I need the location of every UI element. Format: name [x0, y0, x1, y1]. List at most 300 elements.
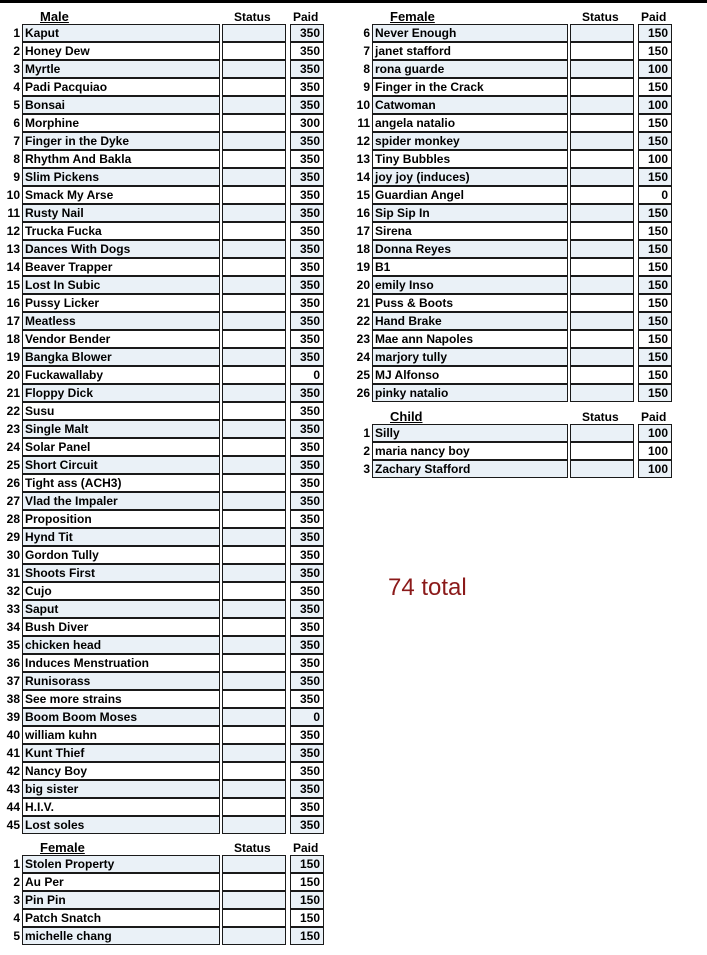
status-cell[interactable] [222, 492, 286, 510]
status-cell[interactable] [222, 564, 286, 582]
paid-cell[interactable]: 350 [290, 618, 324, 636]
status-cell[interactable] [222, 348, 286, 366]
row-number: 2 [13, 44, 20, 58]
status-column-header: Status [234, 10, 271, 24]
row-number: 27 [6, 494, 20, 508]
paid-cell[interactable]: 350 [290, 744, 324, 762]
status-cell[interactable] [222, 42, 286, 60]
paid-cell[interactable]: 350 [290, 384, 324, 402]
status-cell[interactable] [222, 402, 286, 420]
name-cell[interactable]: Induces Menstruation [22, 654, 220, 672]
paid-cell[interactable]: 350 [290, 330, 324, 348]
name-cell[interactable]: Beaver Trapper [22, 258, 220, 276]
row-number: 42 [6, 764, 20, 778]
paid-cell[interactable]: 150 [638, 240, 672, 258]
status-cell[interactable] [222, 654, 286, 672]
status-cell[interactable] [570, 186, 634, 204]
paid-cell[interactable]: 350 [290, 42, 324, 60]
status-cell[interactable] [222, 474, 286, 492]
status-cell[interactable] [570, 132, 634, 150]
name-cell[interactable]: Lost soles [22, 816, 220, 834]
name-cell[interactable]: Patch Snatch [22, 909, 220, 927]
row-number: 8 [13, 152, 20, 166]
paid-cell[interactable]: 350 [290, 798, 324, 816]
name-cell[interactable]: Shoots First [22, 564, 220, 582]
status-cell[interactable] [570, 78, 634, 96]
paid-cell[interactable]: 150 [638, 366, 672, 384]
status-cell[interactable] [222, 510, 286, 528]
paid-cell[interactable]: 350 [290, 672, 324, 690]
paid-cell[interactable]: 350 [290, 186, 324, 204]
row-number: 12 [6, 224, 20, 238]
paid-cell[interactable]: 150 [638, 384, 672, 402]
status-cell[interactable] [570, 276, 634, 294]
name-cell[interactable]: Saput [22, 600, 220, 618]
section-title: Female [390, 9, 435, 24]
name-cell[interactable]: joy joy (induces) [372, 168, 568, 186]
paid-cell[interactable]: 350 [290, 168, 324, 186]
name-cell[interactable]: Tiny Bubbles [372, 150, 568, 168]
status-cell[interactable] [222, 276, 286, 294]
name-cell[interactable]: Zachary Stafford [372, 460, 568, 478]
paid-cell[interactable]: 350 [290, 456, 324, 474]
name-cell[interactable]: B1 [372, 258, 568, 276]
paid-cell[interactable]: 350 [290, 420, 324, 438]
status-column-header: Status [582, 10, 619, 24]
row-number: 6 [363, 26, 370, 40]
status-cell[interactable] [570, 442, 634, 460]
name-cell[interactable]: maria nancy boy [372, 442, 568, 460]
paid-cell[interactable]: 350 [290, 402, 324, 420]
row-number: 3 [13, 893, 20, 907]
name-cell[interactable]: Kaput [22, 24, 220, 42]
paid-column-header: Paid [641, 10, 667, 24]
row-number: 4 [13, 911, 20, 925]
row-number: 5 [13, 929, 20, 943]
row-number: 22 [356, 314, 370, 328]
status-cell[interactable] [570, 258, 634, 276]
status-cell[interactable] [222, 330, 286, 348]
status-cell[interactable] [570, 114, 634, 132]
row-number: 38 [6, 692, 20, 706]
paid-cell[interactable]: 100 [638, 150, 672, 168]
total-label: 74 total [388, 574, 467, 601]
name-cell[interactable]: Floppy Dick [22, 384, 220, 402]
paid-cell[interactable]: 350 [290, 96, 324, 114]
name-cell[interactable]: Honey Dew [22, 42, 220, 60]
name-cell[interactable]: Fuckawallaby [22, 366, 220, 384]
paid-cell[interactable]: 150 [290, 855, 324, 873]
paid-cell[interactable]: 350 [290, 240, 324, 258]
row-number: 21 [356, 296, 370, 310]
name-cell[interactable]: Rhythm And Bakla [22, 150, 220, 168]
row-number: 32 [6, 584, 20, 598]
name-cell[interactable]: Dances With Dogs [22, 240, 220, 258]
paid-cell[interactable]: 350 [290, 510, 324, 528]
row-number: 23 [6, 422, 20, 436]
paid-cell[interactable]: 150 [638, 348, 672, 366]
status-cell[interactable] [222, 855, 286, 873]
status-cell[interactable] [222, 744, 286, 762]
name-cell[interactable]: marjory tully [372, 348, 568, 366]
status-cell[interactable] [222, 927, 286, 945]
row-number: 18 [6, 332, 20, 346]
section-title: Male [40, 9, 69, 24]
row-number: 24 [6, 440, 20, 454]
status-cell[interactable] [222, 600, 286, 618]
status-cell[interactable] [222, 168, 286, 186]
name-cell[interactable]: Slim Pickens [22, 168, 220, 186]
name-cell[interactable]: william kuhn [22, 726, 220, 744]
row-number: 15 [356, 188, 370, 202]
status-cell[interactable] [570, 460, 634, 478]
row-number: 4 [13, 80, 20, 94]
status-cell[interactable] [570, 168, 634, 186]
paid-cell[interactable]: 150 [638, 294, 672, 312]
status-column-header: Status [582, 410, 619, 424]
paid-cell[interactable]: 350 [290, 204, 324, 222]
status-cell[interactable] [222, 546, 286, 564]
row-number: 1 [13, 26, 20, 40]
status-cell[interactable] [222, 672, 286, 690]
name-cell[interactable]: Padi Pacquiao [22, 78, 220, 96]
status-cell[interactable] [222, 438, 286, 456]
status-cell[interactable] [570, 366, 634, 384]
paid-cell[interactable]: 350 [290, 582, 324, 600]
row-number: 40 [6, 728, 20, 742]
name-cell[interactable]: Hand Brake [372, 312, 568, 330]
status-cell[interactable] [222, 78, 286, 96]
row-number: 7 [363, 44, 370, 58]
status-cell[interactable] [222, 636, 286, 654]
name-cell[interactable]: emily Inso [372, 276, 568, 294]
paid-cell[interactable]: 350 [290, 222, 324, 240]
row-number: 22 [6, 404, 20, 418]
paid-cell[interactable]: 150 [638, 78, 672, 96]
status-cell[interactable] [570, 204, 634, 222]
name-cell[interactable]: MJ Alfonso [372, 366, 568, 384]
row-number: 24 [356, 350, 370, 364]
row-number: 11 [7, 206, 20, 220]
paid-cell[interactable]: 150 [638, 132, 672, 150]
paid-cell[interactable]: 350 [290, 726, 324, 744]
name-cell[interactable]: Pin Pin [22, 891, 220, 909]
status-cell[interactable] [570, 384, 634, 402]
paid-column-header: Paid [641, 410, 667, 424]
paid-cell[interactable]: 350 [290, 294, 324, 312]
status-cell[interactable] [570, 240, 634, 258]
name-cell[interactable]: Guardian Angel [372, 186, 568, 204]
status-cell[interactable] [570, 42, 634, 60]
status-cell[interactable] [570, 312, 634, 330]
status-cell[interactable] [222, 24, 286, 42]
name-cell[interactable]: Proposition [22, 510, 220, 528]
paid-cell[interactable]: 350 [290, 438, 324, 456]
row-number: 3 [13, 62, 20, 76]
row-number: 11 [357, 116, 370, 130]
name-cell[interactable]: Never Enough [372, 24, 568, 42]
status-cell[interactable] [222, 762, 286, 780]
row-number: 44 [6, 800, 20, 814]
status-cell[interactable] [222, 618, 286, 636]
row-number: 1 [13, 857, 20, 871]
status-cell[interactable] [222, 96, 286, 114]
name-cell[interactable]: Susu [22, 402, 220, 420]
status-cell[interactable] [222, 780, 286, 798]
status-cell[interactable] [570, 294, 634, 312]
paid-cell[interactable]: 350 [290, 564, 324, 582]
name-cell[interactable]: spider monkey [372, 132, 568, 150]
paid-cell[interactable]: 0 [290, 708, 324, 726]
row-number: 9 [363, 80, 370, 94]
row-number: 10 [6, 188, 20, 202]
status-cell[interactable] [570, 330, 634, 348]
paid-cell[interactable]: 350 [290, 780, 324, 798]
paid-cell[interactable]: 150 [638, 114, 672, 132]
paid-cell[interactable]: 150 [290, 909, 324, 927]
row-number: 5 [13, 98, 20, 112]
paid-cell[interactable]: 150 [638, 168, 672, 186]
name-cell[interactable]: pinky natalio [372, 384, 568, 402]
name-cell[interactable]: Runisorass [22, 672, 220, 690]
name-cell[interactable]: Stolen Property [22, 855, 220, 873]
row-number: 20 [6, 368, 20, 382]
status-cell[interactable] [222, 909, 286, 927]
row-number: 6 [13, 116, 20, 130]
paid-cell[interactable]: 150 [638, 204, 672, 222]
status-column-header: Status [234, 841, 271, 855]
paid-cell[interactable]: 100 [638, 96, 672, 114]
paid-cell[interactable]: 350 [290, 690, 324, 708]
name-cell[interactable]: Finger in the Crack [372, 78, 568, 96]
status-cell[interactable] [222, 798, 286, 816]
row-number: 13 [6, 242, 20, 256]
row-number: 8 [363, 62, 370, 76]
status-cell[interactable] [222, 384, 286, 402]
row-number: 31 [6, 566, 20, 580]
paid-cell[interactable]: 150 [638, 24, 672, 42]
name-cell[interactable]: Hynd Tit [22, 528, 220, 546]
paid-column-header: Paid [293, 841, 319, 855]
paid-cell[interactable]: 350 [290, 312, 324, 330]
name-cell[interactable]: big sister [22, 780, 220, 798]
status-cell[interactable] [570, 96, 634, 114]
status-cell[interactable] [222, 222, 286, 240]
paid-cell[interactable]: 350 [290, 150, 324, 168]
row-number: 36 [6, 656, 20, 670]
status-cell[interactable] [222, 258, 286, 276]
row-number: 2 [363, 444, 370, 458]
status-cell[interactable] [222, 420, 286, 438]
paid-cell[interactable]: 0 [638, 186, 672, 204]
row-number: 3 [363, 462, 370, 476]
paid-cell[interactable]: 0 [290, 366, 324, 384]
paid-cell[interactable]: 350 [290, 78, 324, 96]
status-cell[interactable] [570, 24, 634, 42]
status-cell[interactable] [222, 60, 286, 78]
name-cell[interactable]: michelle chang [22, 927, 220, 945]
status-cell[interactable] [570, 222, 634, 240]
row-number: 17 [6, 314, 20, 328]
paid-cell[interactable]: 100 [638, 442, 672, 460]
row-number: 39 [6, 710, 20, 724]
status-cell[interactable] [222, 873, 286, 891]
name-cell[interactable]: Lost In Subic [22, 276, 220, 294]
row-number: 7 [13, 134, 20, 148]
paid-cell[interactable]: 150 [638, 222, 672, 240]
row-number: 45 [6, 818, 20, 832]
row-number: 16 [6, 296, 20, 310]
status-cell[interactable] [222, 690, 286, 708]
paid-cell[interactable]: 350 [290, 546, 324, 564]
name-cell[interactable]: Vendor Bender [22, 330, 220, 348]
name-cell[interactable]: Silly [372, 424, 568, 442]
paid-cell[interactable]: 350 [290, 258, 324, 276]
status-cell[interactable] [222, 366, 286, 384]
status-cell[interactable] [222, 891, 286, 909]
row-number: 19 [6, 350, 20, 364]
name-cell[interactable]: Bush Diver [22, 618, 220, 636]
row-number: 26 [6, 476, 20, 490]
row-number: 16 [356, 206, 370, 220]
status-cell[interactable] [570, 150, 634, 168]
status-cell[interactable] [570, 424, 634, 442]
name-cell[interactable]: Cujo [22, 582, 220, 600]
paid-cell[interactable]: 100 [638, 460, 672, 478]
name-cell[interactable]: Bonsai [22, 96, 220, 114]
name-cell[interactable]: Morphine [22, 114, 220, 132]
status-cell[interactable] [222, 312, 286, 330]
paid-cell[interactable]: 150 [290, 927, 324, 945]
paid-cell[interactable]: 350 [290, 528, 324, 546]
top-border [0, 0, 707, 3]
status-cell[interactable] [222, 204, 286, 222]
paid-cell[interactable]: 150 [638, 42, 672, 60]
row-number: 30 [6, 548, 20, 562]
paid-cell[interactable]: 150 [638, 276, 672, 294]
status-cell[interactable] [222, 132, 286, 150]
name-cell[interactable]: See more strains [22, 690, 220, 708]
name-cell[interactable]: Catwoman [372, 96, 568, 114]
paid-cell[interactable]: 350 [290, 132, 324, 150]
row-number: 37 [6, 674, 20, 688]
name-cell[interactable]: rona guarde [372, 60, 568, 78]
paid-cell[interactable]: 350 [290, 276, 324, 294]
name-cell[interactable]: Sip Sip In [372, 204, 568, 222]
name-cell[interactable]: Myrtle [22, 60, 220, 78]
status-cell[interactable] [222, 186, 286, 204]
name-cell[interactable]: Trucka Fucka [22, 222, 220, 240]
status-cell[interactable] [222, 816, 286, 834]
row-number: 28 [6, 512, 20, 526]
paid-cell[interactable]: 350 [290, 816, 324, 834]
name-cell[interactable]: Boom Boom Moses [22, 708, 220, 726]
status-cell[interactable] [222, 726, 286, 744]
name-cell[interactable]: Vlad the Impaler [22, 492, 220, 510]
row-number: 21 [6, 386, 20, 400]
name-cell[interactable]: Finger in the Dyke [22, 132, 220, 150]
paid-cell[interactable]: 350 [290, 60, 324, 78]
name-cell[interactable]: angela natalio [372, 114, 568, 132]
row-number: 19 [356, 260, 370, 274]
row-number: 23 [356, 332, 370, 346]
name-cell[interactable]: Pussy Licker [22, 294, 220, 312]
status-cell[interactable] [222, 582, 286, 600]
row-number: 12 [356, 134, 370, 148]
name-cell[interactable]: Gordon Tully [22, 546, 220, 564]
paid-cell[interactable]: 350 [290, 24, 324, 42]
name-cell[interactable]: Donna Reyes [372, 240, 568, 258]
paid-cell[interactable]: 350 [290, 492, 324, 510]
name-cell[interactable]: Single Malt [22, 420, 220, 438]
name-cell[interactable]: Smack My Arse [22, 186, 220, 204]
row-number: 41 [6, 746, 20, 760]
row-number: 34 [6, 620, 20, 634]
status-cell[interactable] [570, 60, 634, 78]
paid-cell[interactable]: 150 [638, 330, 672, 348]
paid-cell[interactable]: 350 [290, 600, 324, 618]
name-cell[interactable]: Sirena [372, 222, 568, 240]
row-number: 29 [6, 530, 20, 544]
name-cell[interactable]: Au Per [22, 873, 220, 891]
name-cell[interactable]: Meatless [22, 312, 220, 330]
status-cell[interactable] [222, 294, 286, 312]
paid-cell[interactable]: 100 [638, 424, 672, 442]
name-cell[interactable]: H.I.V. [22, 798, 220, 816]
paid-cell[interactable]: 350 [290, 636, 324, 654]
status-cell[interactable] [222, 114, 286, 132]
row-number: 20 [356, 278, 370, 292]
name-cell[interactable]: Bangka Blower [22, 348, 220, 366]
section-title: Female [40, 840, 85, 855]
name-cell[interactable]: Rusty Nail [22, 204, 220, 222]
paid-cell[interactable]: 100 [638, 60, 672, 78]
row-number: 43 [6, 782, 20, 796]
status-cell[interactable] [222, 150, 286, 168]
paid-cell[interactable]: 350 [290, 474, 324, 492]
paid-cell[interactable]: 150 [638, 312, 672, 330]
status-cell[interactable] [222, 528, 286, 546]
row-number: 9 [13, 170, 20, 184]
row-number: 35 [6, 638, 20, 652]
name-cell[interactable]: Nancy Boy [22, 762, 220, 780]
name-cell[interactable]: Kunt Thief [22, 744, 220, 762]
paid-cell[interactable]: 150 [290, 891, 324, 909]
name-cell[interactable]: chicken head [22, 636, 220, 654]
name-cell[interactable]: Mae ann Napoles [372, 330, 568, 348]
paid-cell[interactable]: 350 [290, 348, 324, 366]
name-cell[interactable]: Puss & Boots [372, 294, 568, 312]
paid-cell[interactable]: 350 [290, 654, 324, 672]
paid-cell[interactable]: 350 [290, 762, 324, 780]
status-cell[interactable] [222, 240, 286, 258]
status-cell[interactable] [222, 456, 286, 474]
name-cell[interactable]: janet stafford [372, 42, 568, 60]
row-number: 26 [356, 386, 370, 400]
name-cell[interactable]: Short Circuit [22, 456, 220, 474]
row-number: 14 [356, 170, 370, 184]
status-cell[interactable] [570, 348, 634, 366]
paid-cell[interactable]: 150 [638, 258, 672, 276]
status-cell[interactable] [222, 708, 286, 726]
paid-column-header: Paid [293, 10, 319, 24]
paid-cell[interactable]: 300 [290, 114, 324, 132]
name-cell[interactable]: Tight ass (ACH3) [22, 474, 220, 492]
name-cell[interactable]: Solar Panel [22, 438, 220, 456]
row-number: 10 [356, 98, 370, 112]
paid-cell[interactable]: 150 [290, 873, 324, 891]
row-number: 33 [6, 602, 20, 616]
